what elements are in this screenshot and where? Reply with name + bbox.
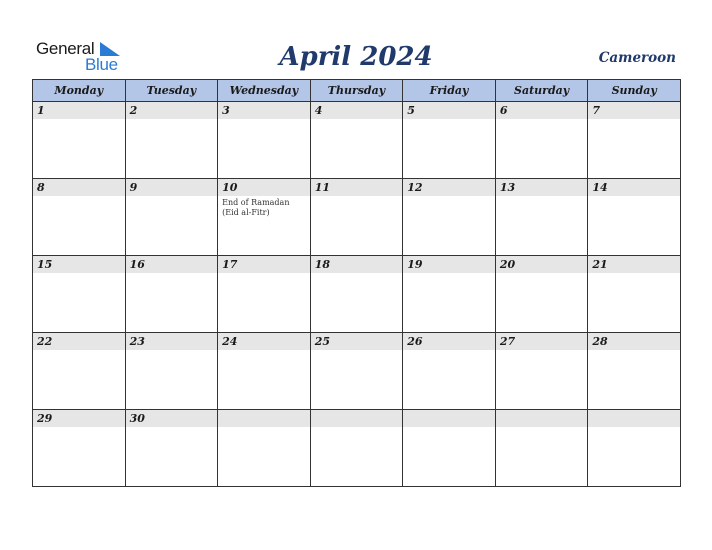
day-cell bbox=[403, 410, 496, 487]
day-cell bbox=[33, 179, 126, 256]
day-number bbox=[403, 410, 495, 427]
day-cell bbox=[403, 102, 496, 179]
day-number: 22 bbox=[33, 333, 125, 350]
week-row bbox=[33, 179, 681, 256]
day-number: 21 bbox=[588, 256, 680, 273]
day-number: 26 bbox=[403, 333, 495, 350]
day-cell bbox=[218, 256, 311, 333]
day-cell bbox=[125, 256, 218, 333]
day-cell bbox=[33, 102, 126, 179]
day-cell bbox=[588, 256, 681, 333]
day-number: 4 bbox=[311, 102, 403, 119]
day-number bbox=[588, 410, 680, 427]
day-cell bbox=[588, 102, 681, 179]
day-number: 8 bbox=[33, 179, 125, 196]
day-number: 29 bbox=[33, 410, 125, 427]
day-number: 15 bbox=[33, 256, 125, 273]
day-number: 13 bbox=[496, 179, 588, 196]
day-cell bbox=[218, 102, 311, 179]
day-number: 27 bbox=[496, 333, 588, 350]
weekday-header: Wednesday bbox=[218, 80, 311, 102]
day-cell bbox=[403, 179, 496, 256]
day-cell bbox=[310, 102, 403, 179]
weekday-header: Tuesday bbox=[125, 80, 218, 102]
day-number: 2 bbox=[126, 102, 218, 119]
day-cell bbox=[588, 179, 681, 256]
day-number: 11 bbox=[311, 179, 403, 196]
holiday-event: End of Ramadan (Eid al-Fitr) bbox=[222, 198, 290, 217]
day-number: 17 bbox=[218, 256, 310, 273]
day-number: 30 bbox=[126, 410, 218, 427]
day-cell bbox=[310, 179, 403, 256]
week-row bbox=[33, 333, 681, 410]
day-number: 18 bbox=[311, 256, 403, 273]
day-number: 5 bbox=[403, 102, 495, 119]
day-number: 20 bbox=[496, 256, 588, 273]
day-number bbox=[496, 410, 588, 427]
week-row bbox=[33, 102, 681, 179]
logo-word-general: General bbox=[36, 39, 95, 58]
calendar-grid bbox=[32, 79, 681, 487]
day-number: 28 bbox=[588, 333, 680, 350]
weekday-header: Thursday bbox=[310, 80, 403, 102]
day-number bbox=[311, 410, 403, 427]
page-title: April 2024 bbox=[279, 42, 433, 72]
day-cell bbox=[310, 333, 403, 410]
day-number: 16 bbox=[126, 256, 218, 273]
day-number: 12 bbox=[403, 179, 495, 196]
calendar-body bbox=[33, 102, 681, 487]
day-cell bbox=[495, 179, 588, 256]
day-number: 14 bbox=[588, 179, 680, 196]
weekday-header: Monday bbox=[33, 80, 126, 102]
day-number: 10 bbox=[218, 179, 310, 196]
day-number: 25 bbox=[311, 333, 403, 350]
logo-word-blue: Blue bbox=[85, 55, 118, 74]
day-cell bbox=[125, 333, 218, 410]
day-cell bbox=[125, 102, 218, 179]
weekday-header: Saturday bbox=[495, 80, 588, 102]
day-cell bbox=[33, 256, 126, 333]
day-cell bbox=[495, 102, 588, 179]
day-number: 6 bbox=[496, 102, 588, 119]
day-cell bbox=[218, 179, 311, 256]
weekday-header: Friday bbox=[403, 80, 496, 102]
day-cell bbox=[218, 333, 311, 410]
day-number: 24 bbox=[218, 333, 310, 350]
day-cell bbox=[125, 179, 218, 256]
day-cell bbox=[495, 410, 588, 487]
day-cell bbox=[588, 333, 681, 410]
weekday-header: Sunday bbox=[588, 80, 681, 102]
day-number: 19 bbox=[403, 256, 495, 273]
weekday-header-row bbox=[33, 80, 681, 102]
day-cell bbox=[310, 410, 403, 487]
day-number: 3 bbox=[218, 102, 310, 119]
country-label: Cameroon bbox=[598, 50, 676, 66]
day-cell bbox=[33, 333, 126, 410]
day-number: 23 bbox=[126, 333, 218, 350]
day-cell bbox=[588, 410, 681, 487]
day-cell bbox=[33, 410, 126, 487]
day-cell bbox=[495, 256, 588, 333]
day-cell bbox=[218, 410, 311, 487]
week-row bbox=[33, 256, 681, 333]
day-number: 7 bbox=[588, 102, 680, 119]
day-number: 9 bbox=[126, 179, 218, 196]
day-cell bbox=[403, 256, 496, 333]
week-row bbox=[33, 410, 681, 487]
day-number bbox=[218, 410, 310, 427]
day-cell bbox=[125, 410, 218, 487]
day-cell bbox=[495, 333, 588, 410]
day-number: 1 bbox=[33, 102, 125, 119]
day-cell bbox=[403, 333, 496, 410]
day-cell bbox=[310, 256, 403, 333]
